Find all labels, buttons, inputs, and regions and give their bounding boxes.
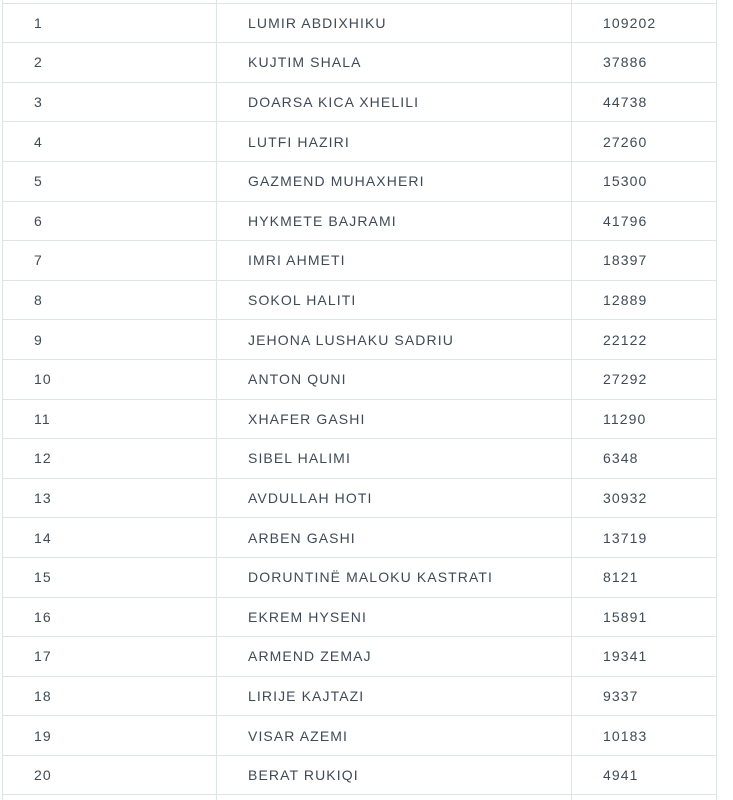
candidates-results-table bbox=[2, 0, 717, 800]
rank-cell: 2 bbox=[3, 43, 217, 83]
rank-cell: 14 bbox=[3, 518, 217, 558]
rank-cell: 8 bbox=[3, 280, 217, 320]
table-row bbox=[3, 597, 717, 637]
candidate-name-cell: LIRIJE KAJTAZI bbox=[217, 676, 572, 716]
votes-cell: 9337 bbox=[572, 676, 717, 716]
candidate-name-cell: JEHONA LUSHAKU SADRIU bbox=[217, 320, 572, 360]
candidate-name-cell: BERAT RUKIQI bbox=[217, 755, 572, 795]
candidate-name-cell: ARMEND ZEMAJ bbox=[217, 637, 572, 677]
table-row bbox=[3, 161, 717, 201]
table-row bbox=[3, 518, 717, 558]
candidates-table-body bbox=[3, 0, 717, 800]
votes-cell: 18397 bbox=[572, 241, 717, 281]
rank-cell: 12 bbox=[3, 439, 217, 479]
votes-cell: 41796 bbox=[572, 201, 717, 241]
votes-cell: 44738 bbox=[572, 82, 717, 122]
candidate-name-cell: XHAFER GASHI bbox=[217, 399, 572, 439]
candidate-name-cell bbox=[217, 795, 572, 800]
rank-cell: 15 bbox=[3, 557, 217, 597]
votes-cell bbox=[572, 795, 717, 800]
candidate-name-cell: DOARSA KICA XHELILI bbox=[217, 82, 572, 122]
table-row bbox=[3, 241, 717, 281]
votes-cell: 22122 bbox=[572, 320, 717, 360]
votes-cell: 8121 bbox=[572, 557, 717, 597]
candidate-name-cell: LUMIR ABDIXHIKU bbox=[217, 3, 572, 43]
table-row bbox=[3, 676, 717, 716]
rank-cell bbox=[3, 795, 217, 800]
votes-cell: 27260 bbox=[572, 122, 717, 162]
votes-cell: 10183 bbox=[572, 716, 717, 756]
votes-cell: 6348 bbox=[572, 439, 717, 479]
table-row bbox=[3, 280, 717, 320]
rank-cell: 19 bbox=[3, 716, 217, 756]
votes-cell: 4941 bbox=[572, 755, 717, 795]
table-row bbox=[3, 3, 717, 43]
candidate-name-cell: GAZMEND MUHAXHERI bbox=[217, 161, 572, 201]
rank-cell: 6 bbox=[3, 201, 217, 241]
candidate-name-cell: ANTON QUNI bbox=[217, 359, 572, 399]
votes-cell: 13719 bbox=[572, 518, 717, 558]
table-row bbox=[3, 399, 717, 439]
rank-cell: 5 bbox=[3, 161, 217, 201]
votes-cell: 30932 bbox=[572, 478, 717, 518]
table-row bbox=[3, 122, 717, 162]
votes-cell: 15300 bbox=[572, 161, 717, 201]
candidate-name-cell: LUTFI HAZIRI bbox=[217, 122, 572, 162]
rank-cell: 11 bbox=[3, 399, 217, 439]
votes-cell: 37886 bbox=[572, 43, 717, 83]
rank-cell: 20 bbox=[3, 755, 217, 795]
rank-cell: 7 bbox=[3, 241, 217, 281]
candidate-name-cell: IMRI AHMETI bbox=[217, 241, 572, 281]
table-row bbox=[3, 478, 717, 518]
table-row bbox=[3, 755, 717, 795]
rank-cell: 1 bbox=[3, 3, 217, 43]
candidate-name-cell: AVDULLAH HOTI bbox=[217, 478, 572, 518]
partial-row-bottom bbox=[3, 795, 717, 800]
candidate-name-cell: HYKMETE BAJRAMI bbox=[217, 201, 572, 241]
table-row bbox=[3, 439, 717, 479]
votes-cell: 27292 bbox=[572, 359, 717, 399]
votes-cell: 109202 bbox=[572, 3, 717, 43]
table-row bbox=[3, 320, 717, 360]
candidate-name-cell: SOKOL HALITI bbox=[217, 280, 572, 320]
votes-cell: 11290 bbox=[572, 399, 717, 439]
rank-cell: 13 bbox=[3, 478, 217, 518]
candidate-name-cell: ARBEN GASHI bbox=[217, 518, 572, 558]
rank-cell: 16 bbox=[3, 597, 217, 637]
table-row bbox=[3, 82, 717, 122]
table-row bbox=[3, 637, 717, 677]
table-row bbox=[3, 201, 717, 241]
candidate-name-cell: KUJTIM SHALA bbox=[217, 43, 572, 83]
candidate-name-cell: VISAR AZEMI bbox=[217, 716, 572, 756]
votes-cell: 12889 bbox=[572, 280, 717, 320]
table-row bbox=[3, 716, 717, 756]
candidate-name-cell: DORUNTINË MALOKU KASTRATI bbox=[217, 557, 572, 597]
candidate-name-cell: EKREM HYSENI bbox=[217, 597, 572, 637]
votes-cell: 19341 bbox=[572, 637, 717, 677]
rank-cell: 17 bbox=[3, 637, 217, 677]
table-row bbox=[3, 359, 717, 399]
rank-cell: 3 bbox=[3, 82, 217, 122]
table-row bbox=[3, 557, 717, 597]
rank-cell: 9 bbox=[3, 320, 217, 360]
rank-cell: 18 bbox=[3, 676, 217, 716]
votes-cell: 15891 bbox=[572, 597, 717, 637]
rank-cell: 10 bbox=[3, 359, 217, 399]
table-row bbox=[3, 43, 717, 83]
candidate-name-cell: SIBEL HALIMI bbox=[217, 439, 572, 479]
rank-cell: 4 bbox=[3, 122, 217, 162]
